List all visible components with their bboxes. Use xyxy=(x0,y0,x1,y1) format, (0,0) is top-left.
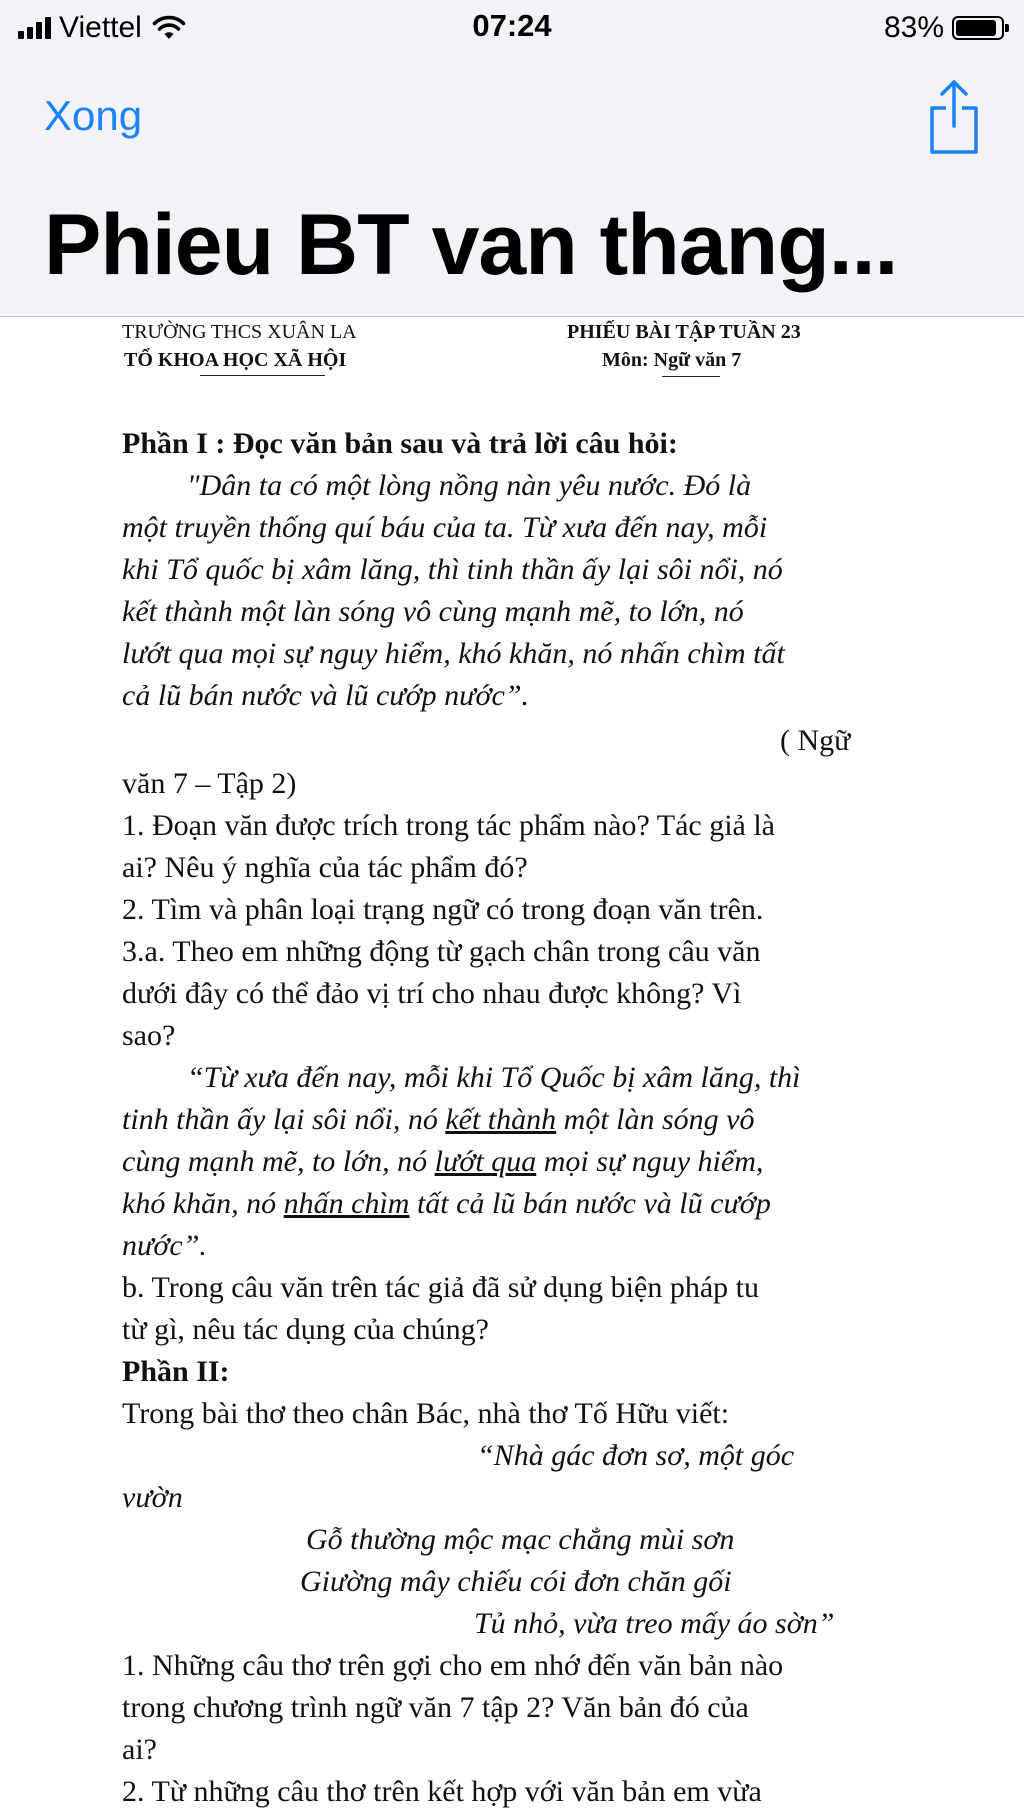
battery-percent: 83% xyxy=(883,11,944,44)
battery-icon xyxy=(952,16,1004,40)
document-viewer[interactable] xyxy=(0,317,1024,1820)
underlined-verb: kết thành xyxy=(445,1103,557,1136)
source-citation-cont: văn 7 – Tập 2) xyxy=(122,767,297,800)
source-citation: ( Ngữ xyxy=(780,724,851,757)
quote-line: nước”. xyxy=(122,1229,207,1262)
passage-line: một truyền thống quí báu của ta. Từ xưa đến nay, mỗi xyxy=(122,511,768,544)
question-3b: b. Trong câu văn trên tác giả đã sử dụng biện pháp tu xyxy=(122,1271,759,1304)
quote-line: “Từ xưa đến nay, mỗi khi Tổ Quốc bị xâm lăng, thì xyxy=(187,1061,801,1094)
question-3a: 3.a. Theo em những động từ gạch chân trong câu văn xyxy=(122,935,761,968)
poem-line: Gỗ thường mộc mạc chẳng mùi sơn xyxy=(306,1523,735,1556)
passage-line: kết thành một làn sóng vô cùng mạnh mẽ, to lớn, nó xyxy=(122,595,744,628)
quote-line: cùng mạnh mẽ, to lớn, nó lướt qua mọi sự nguy hiểm, xyxy=(122,1145,764,1178)
part2-question-1-cont: ai? xyxy=(122,1733,157,1766)
question-1-cont: ai? Nêu ý nghĩa của tác phẩm đó? xyxy=(122,851,528,884)
passage-line: khi Tổ quốc bị xâm lăng, thì tinh thần ấy lại sôi nổi, nó xyxy=(122,553,783,586)
quote-line: tinh thần ấy lại sôi nổi, nó kết thành một làn sóng vô xyxy=(122,1103,755,1136)
question-3a-cont: sao? xyxy=(122,1019,176,1052)
question-1: 1. Đoạn văn được trích trong tác phẩm nào? Tác giả là xyxy=(122,809,775,842)
poem-line: Giường mây chiếu cói đơn chăn gối xyxy=(300,1565,732,1598)
poem-line: Tủ nhỏ, vừa treo mấy áo sờn” xyxy=(474,1607,835,1640)
done-button[interactable]: Xong xyxy=(44,92,143,139)
poem-line: vườn xyxy=(122,1481,183,1514)
part2-question-2: 2. Từ những câu thơ trên kết hợp với văn bản em vừa xyxy=(122,1775,762,1808)
carrier-name: Viettel xyxy=(59,11,142,44)
poem-line: “Nhà gác đơn sơ, một góc xyxy=(477,1439,795,1472)
passage-line: cả lũ bán nước và lũ cướp nước”. xyxy=(122,679,530,712)
question-3a-cont: dưới đây có thể đảo vị trí cho nhau được không? Vì xyxy=(122,977,742,1010)
passage-line: lướt qua mọi sự nguy hiểm, khó khăn, nó nhấn chìm tất xyxy=(122,637,785,670)
status-time: 07:24 xyxy=(472,8,552,43)
underlined-verb: nhấn chìm xyxy=(283,1187,410,1220)
department-name: TỔ KHOA HỌC XÃ HỘI xyxy=(124,349,347,371)
part1-title: Phần I : Đọc văn bản sau và trả lời câu hỏi: xyxy=(122,427,678,460)
status-right xyxy=(884,10,1004,46)
school-name: TRƯỜNG THCS XUÂN LA xyxy=(122,321,357,343)
part2-title: Phần II: xyxy=(122,1355,230,1388)
part2-intro: Trong bài thơ theo chân Bác, nhà thơ Tố Hữu viết: xyxy=(122,1397,730,1430)
subject-name: Môn: Ngữ văn 7 xyxy=(602,349,742,371)
page-title: Phieu BT van thang... xyxy=(44,197,898,293)
part2-question-1-cont: trong chương trình ngữ văn 7 tập 2? Văn bản đó của xyxy=(122,1691,749,1724)
part2-question-1: 1. Những câu thơ trên gợi cho em nhớ đến văn bản nào xyxy=(122,1649,784,1682)
status-bar xyxy=(0,0,1024,56)
underlined-verb: lướt qua xyxy=(434,1145,537,1178)
share-icon[interactable] xyxy=(924,76,984,156)
question-2: 2. Tìm và phân loại trạng ngữ có trong đoạn văn trên. xyxy=(122,893,764,926)
header-underline-left xyxy=(200,375,325,376)
navigation-bar xyxy=(0,56,1024,317)
sheet-title: PHIẾU BÀI TẬP TUẦN 23 xyxy=(567,321,801,343)
header-underline-right xyxy=(662,376,720,377)
passage-line: "Dân ta có một lòng nồng nàn yêu nước. Đó là xyxy=(187,469,752,502)
question-3b-cont: từ gì, nêu tác dụng của chúng? xyxy=(122,1313,489,1346)
quote-line: khó khăn, nó nhấn chìm tất cả lũ bán nước và lũ cướp xyxy=(122,1187,771,1220)
